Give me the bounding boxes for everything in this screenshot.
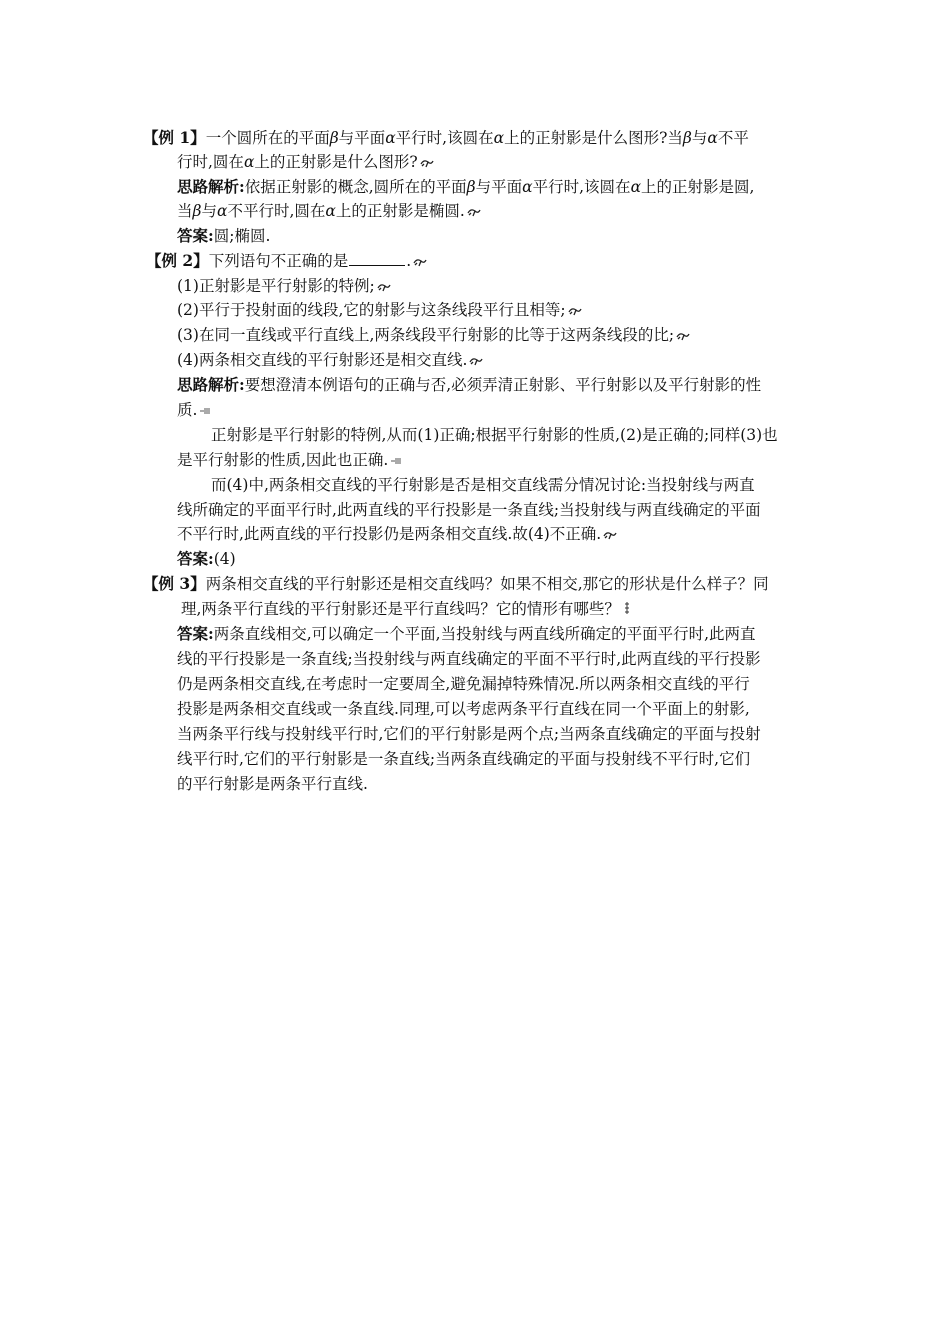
- text: (1)正射影是平行射影的特例;: [177, 277, 375, 295]
- text: 而(4)中,两条相交直线的平行射影是否是相交直线需分情况讨论:当投射线与两直: [211, 476, 755, 494]
- text: 不平行时,此两直线的平行投影仍是两条相交直线.故(4)不正确.: [177, 525, 602, 543]
- text: 上的正射影是圆,: [641, 178, 755, 196]
- text: 的平行射影是两条平行直线.: [177, 775, 368, 793]
- text: 与平面: [475, 178, 523, 196]
- alpha-symbol: α: [707, 129, 718, 147]
- text: 两条相交直线的平行射影还是相交直线吗？如果不相交,那它的形状是什么样子？同: [205, 575, 769, 593]
- text: 不平行时,圆在: [227, 202, 326, 220]
- paragraph-mark-icon: [419, 157, 435, 169]
- text: 与: [691, 129, 708, 147]
- text: 依据正射影的概念,圆所在的平面: [244, 178, 467, 196]
- beta-symbol: β: [682, 129, 692, 147]
- paragraph-mark-icon: [675, 330, 691, 342]
- answer-blank: [349, 251, 405, 266]
- text: 与平面: [338, 129, 386, 147]
- ex2-para2-line1: [211, 475, 755, 495]
- analysis-label: 思路解析:: [177, 177, 245, 196]
- answer-label: 答案:: [177, 549, 214, 568]
- analysis-label: 思路解析:: [177, 375, 245, 394]
- ex2-statement-4: [177, 350, 484, 370]
- answer-text: 圆;椭圆.: [213, 227, 271, 245]
- ex2-question-line: [146, 251, 428, 271]
- ex3-answer-line2: [177, 649, 761, 669]
- answer-text: (4): [213, 550, 236, 568]
- paragraph-mark-icon: [412, 256, 428, 268]
- ex3-answer-line7: [177, 774, 368, 794]
- ex3-answer-line4: [177, 699, 750, 719]
- ex3-label: 【例 3】: [143, 574, 206, 593]
- text: 当两条平行线与投射线平行时,它们的平行射影是两个点;当两条直线确定的平面与投射: [177, 725, 761, 743]
- ex1-answer-line: [177, 226, 270, 246]
- paragraph-mark-icon: [567, 305, 583, 317]
- text: 上的正射影是椭圆.: [335, 202, 465, 220]
- text: 投影是两条相交直线或一条直线.同理,可以考虑两条平行直线在同一个平面上的射影,: [177, 700, 750, 718]
- text: 线所确定的平面平行时,此两直线的平行投影是一条直线;当投射线与两直线确定的平面: [177, 501, 761, 519]
- ex3-question-line1: [143, 574, 769, 594]
- text: 上的正射影是什么图形?: [254, 153, 418, 171]
- text: 平行时,该圆在: [532, 178, 631, 196]
- ex2-statement-2: [177, 300, 583, 320]
- ex2-label: 【例 2】: [146, 251, 209, 270]
- ex2-para1-line2: [177, 450, 402, 471]
- paragraph-mark-icon: [468, 355, 484, 367]
- ex2-analysis-line1: [177, 375, 761, 395]
- alpha-symbol: α: [493, 129, 505, 147]
- ex2-statement-3: [177, 325, 691, 345]
- ex3-question-line2: [181, 599, 632, 620]
- alpha-symbol: α: [385, 129, 396, 147]
- text: 当: [177, 202, 193, 220]
- text: .: [406, 252, 412, 270]
- answer-label: 答案:: [177, 226, 214, 245]
- beta-symbol: β: [329, 129, 339, 147]
- text: 不平: [717, 129, 749, 147]
- text: 两条直线相交,可以确定一个平面,当投射线与两直线所确定的平面平行时,此两直: [213, 625, 756, 643]
- text: 行时,圆在: [177, 153, 244, 171]
- text: 正射影是平行射影的特例,从而(1)正确;根据平行射影的性质,(2)是正确的;同样(3)也: [211, 426, 778, 444]
- text: 要想澄清本例语句的正确与否,必须弄清正射影、平行射影以及平行射影的性: [244, 376, 762, 394]
- ex2-para2-line2: [177, 500, 761, 520]
- ex3-answer-line3: [177, 674, 750, 694]
- ex3-answer-line1: [177, 624, 756, 644]
- ex1-analysis-line1: [177, 177, 754, 197]
- text: (3)在同一直线或平行直线上,两条线段平行射影的比等于这两条线段的比;: [177, 326, 675, 344]
- ex1-label: 【例 1】: [143, 128, 206, 147]
- ex2-statement-1: [177, 276, 392, 296]
- text: 一个圆所在的平面: [205, 129, 330, 147]
- text: 线平行时,它们的平行射影是一条直线;当两条直线确定的平面与投射线不平行时,它们: [177, 750, 751, 768]
- ex3-answer-line6: [177, 749, 750, 769]
- ex1-analysis-line2: [177, 201, 482, 221]
- ex1-question-line2: [177, 152, 435, 172]
- text: 上的正射影是什么图形?当: [504, 129, 683, 147]
- alpha-symbol: α: [325, 202, 336, 220]
- text: 线的平行投影是一条直线;当投射线与两直线确定的平面不平行时,此两直线的平行投影: [177, 650, 761, 668]
- beta-symbol: β: [466, 178, 476, 196]
- paragraph-mark-icon: [376, 281, 392, 293]
- text: 与: [201, 202, 217, 220]
- text: (2)平行于投射面的线段,它的射影与这条线段平行且相等;: [177, 301, 566, 319]
- alpha-symbol: α: [217, 202, 228, 220]
- line-break-icon: [199, 401, 211, 421]
- text: 是平行射影的性质,因此也正确.: [177, 451, 389, 469]
- text: 质.: [177, 401, 198, 419]
- text: 仍是两条相交直线,在考虑时一定要周全,避免漏掉特殊情况.所以两条相交直线的平行: [177, 675, 750, 693]
- ex2-answer-line: [177, 549, 236, 569]
- alpha-symbol: α: [243, 153, 255, 171]
- answer-label: 答案:: [177, 624, 214, 643]
- text: 下列语句不正确的是: [208, 252, 349, 270]
- paragraph-mark-icon: [466, 206, 482, 218]
- alpha-symbol: α: [630, 178, 642, 196]
- beta-symbol: β: [192, 202, 202, 220]
- alpha-symbol: α: [522, 178, 533, 196]
- ex1-question-line1: [143, 128, 749, 148]
- ex3-answer-line5: [177, 724, 761, 744]
- line-break-icon: [390, 451, 402, 471]
- paragraph-mark-icon: [602, 529, 618, 541]
- text: 平行时,该圆在: [395, 129, 494, 147]
- ex2-analysis-line2: [177, 400, 211, 421]
- ex2-para1-line1: [211, 425, 778, 445]
- section-mark-icon: [622, 600, 632, 620]
- text: 理,两条平行直线的平行射影还是平行直线吗？它的情形有哪些？: [181, 600, 620, 618]
- ex2-para2-line3: [177, 524, 618, 544]
- text: (4)两条相交直线的平行射影还是相交直线.: [177, 351, 468, 369]
